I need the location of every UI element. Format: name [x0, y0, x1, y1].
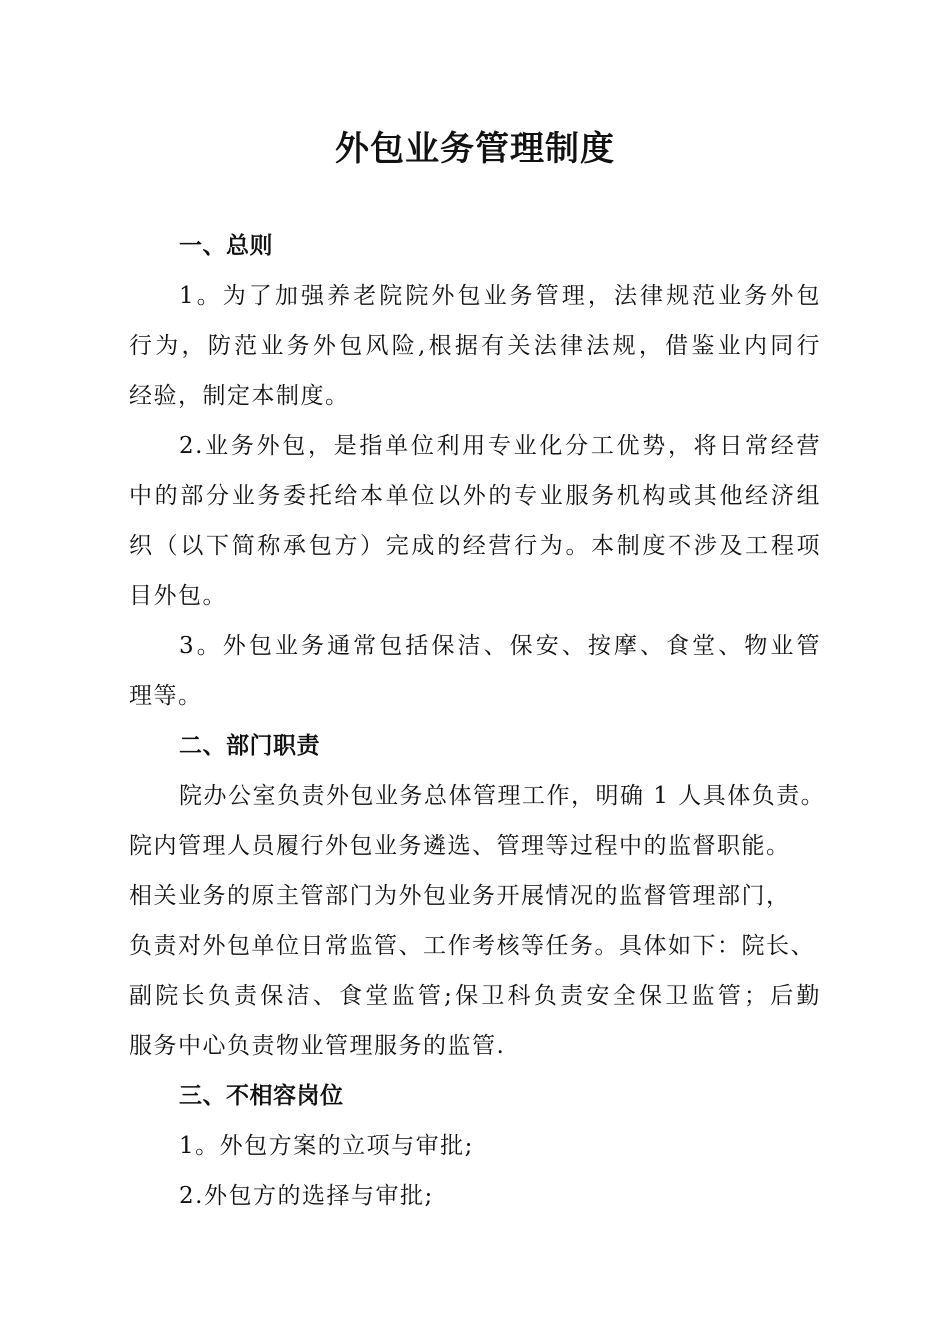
paragraph-line: 服务中心负责物业管理服务的监管.	[129, 1033, 506, 1059]
paragraph	[129, 421, 849, 621]
section-heading-incompatible-positions: 三、不相容岗位	[179, 1083, 344, 1109]
paragraph-line: 中的部分业务委托给本单位以外的专业服务机构或其他经济组	[129, 483, 821, 509]
paragraph-line: 3。外包业务通常包括保洁、保安、按摩、食堂、物业管	[179, 633, 821, 659]
paragraph-line: 副院长负责保洁、食堂监管;保卫科负责安全保卫监管；后勤	[129, 983, 821, 1009]
paragraph-line: 院办公室负责外包业务总体管理工作，明确 1 人具体负责。	[179, 783, 826, 809]
list-item: 1。外包方案的立项与审批;	[179, 1133, 474, 1159]
paragraph	[129, 621, 849, 721]
paragraph-line: 2.业务外包，是指单位利用专业化分工优势，将日常经营	[179, 433, 821, 459]
document-body	[129, 221, 849, 1221]
paragraph-line: 理等。	[129, 683, 203, 709]
list-item: 2.外包方的选择与审批;	[179, 1183, 434, 1209]
paragraph-line: 院内管理人员履行外包业务遴选、管理等过程中的监督职能。	[129, 833, 791, 859]
document-title: 外包业务管理制度	[335, 129, 615, 169]
section-heading-department-duties: 二、部门职责	[179, 733, 320, 759]
paragraph-line: 经验，制定本制度。	[129, 383, 350, 409]
paragraph	[129, 771, 849, 1071]
paragraph-line: 目外包。	[129, 583, 227, 609]
paragraph-line: 织（以下简称承包方）完成的经营行为。本制度不涉及工程项	[129, 533, 821, 559]
paragraph-line: 1。为了加强养老院院外包业务管理，法律规范业务外包	[179, 283, 821, 309]
section-heading-general: 一、总则	[179, 233, 273, 259]
paragraph-line: 行为，防范业务外包风险,根据有关法律法规，借鉴业内同行	[129, 333, 821, 359]
paragraph-line: 负责对外包单位日常监管、工作考核等任务。具体如下：院长、	[129, 933, 815, 959]
paragraph	[129, 271, 849, 421]
paragraph-line: 相关业务的原主管部门为外包业务开展情况的监督管理部门，	[129, 883, 791, 909]
